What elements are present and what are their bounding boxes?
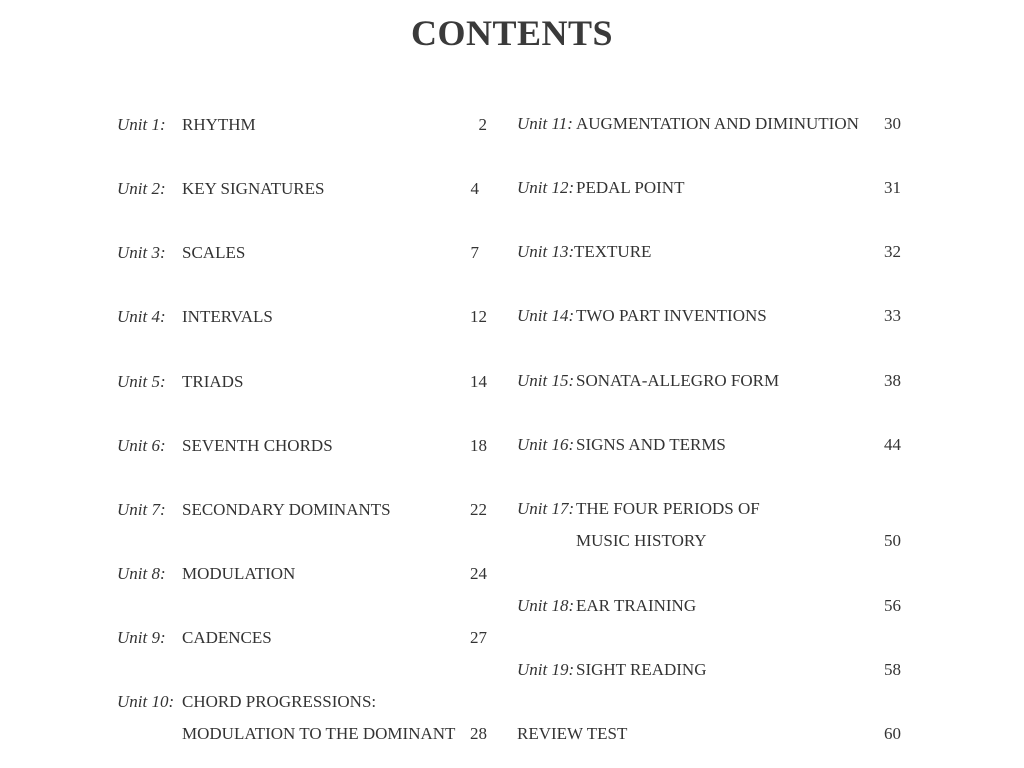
unit-title: TRIADS xyxy=(182,372,244,391)
page-number: 30 xyxy=(884,114,901,133)
unit-title: RHYTHM xyxy=(182,115,256,134)
unit-title: SIGNS AND TERMS xyxy=(576,435,726,454)
page-number: 33 xyxy=(884,306,901,325)
unit-number: Unit 9: xyxy=(117,628,166,647)
page-number: 7 xyxy=(470,243,479,262)
unit-title: SCALES xyxy=(182,243,246,262)
page-number: 4 xyxy=(470,179,479,198)
unit-title: MODULATION xyxy=(182,564,296,583)
unit-number: Unit 17: xyxy=(517,499,575,518)
unit-title: KEY SIGNATURES xyxy=(182,179,325,198)
page-number: 38 xyxy=(884,371,901,390)
unit-number: Unit 15: xyxy=(517,371,575,390)
unit-title: AUGMENTATION AND DIMINUTION xyxy=(576,114,859,133)
unit-number: Unit 5: xyxy=(117,372,166,391)
unit-title-continued: MODULATION TO THE DOMINANT xyxy=(182,724,456,743)
unit-title: TEXTURE xyxy=(574,242,652,261)
unit-title: CADENCES xyxy=(182,628,272,647)
unit-title: SEVENTH CHORDS xyxy=(182,436,333,455)
unit-title: EAR TRAINING xyxy=(576,596,697,615)
page-number: 50 xyxy=(884,531,901,550)
unit-number: Unit 18: xyxy=(517,596,575,615)
page-number: 14 xyxy=(470,372,487,391)
unit-number: Unit 11: xyxy=(517,114,573,133)
page-number: 24 xyxy=(470,564,487,583)
unit-title: REVIEW TEST xyxy=(517,724,628,743)
unit-number: Unit 16: xyxy=(517,435,575,454)
unit-number: Unit 12: xyxy=(517,178,575,197)
unit-number: Unit 4: xyxy=(117,307,166,326)
page-number: 31 xyxy=(884,178,901,197)
unit-title: INTERVALS xyxy=(182,307,273,326)
unit-number: Unit 19: xyxy=(517,660,575,679)
unit-number: Unit 8: xyxy=(117,564,166,583)
page-number: 12 xyxy=(470,307,487,326)
page-number: 58 xyxy=(884,660,901,679)
unit-title: SIGHT READING xyxy=(576,660,707,679)
unit-number: Unit 3: xyxy=(117,243,166,262)
unit-number: Unit 14: xyxy=(517,306,575,325)
unit-number: Unit 1: xyxy=(117,115,166,134)
unit-number: Unit 10: xyxy=(117,692,175,711)
page-number: 27 xyxy=(470,628,487,647)
page-number: 28 xyxy=(470,724,487,743)
page-number: 22 xyxy=(470,500,487,519)
unit-title: THE FOUR PERIODS OF xyxy=(576,499,760,518)
page-number: 60 xyxy=(884,724,901,743)
unit-title: CHORD PROGRESSIONS: xyxy=(182,692,377,711)
page-number: 18 xyxy=(470,436,487,455)
unit-title: TWO PART INVENTIONS xyxy=(576,306,767,325)
unit-number: Unit 2: xyxy=(117,179,166,198)
page-title: CONTENTS xyxy=(410,13,614,53)
unit-title: SECONDARY DOMINANTS xyxy=(182,500,391,519)
unit-title: SONATA-ALLEGRO FORM xyxy=(576,371,780,390)
unit-number: Unit 6: xyxy=(117,436,166,455)
page-number: 32 xyxy=(884,242,901,261)
page-number: 2 xyxy=(478,115,487,134)
unit-number: Unit 13: xyxy=(517,242,575,261)
page-number: 56 xyxy=(884,596,901,615)
unit-number: Unit 7: xyxy=(117,500,166,519)
unit-title-continued: MUSIC HISTORY xyxy=(576,531,707,550)
page-number: 44 xyxy=(884,435,901,454)
unit-title: PEDAL POINT xyxy=(576,178,685,197)
